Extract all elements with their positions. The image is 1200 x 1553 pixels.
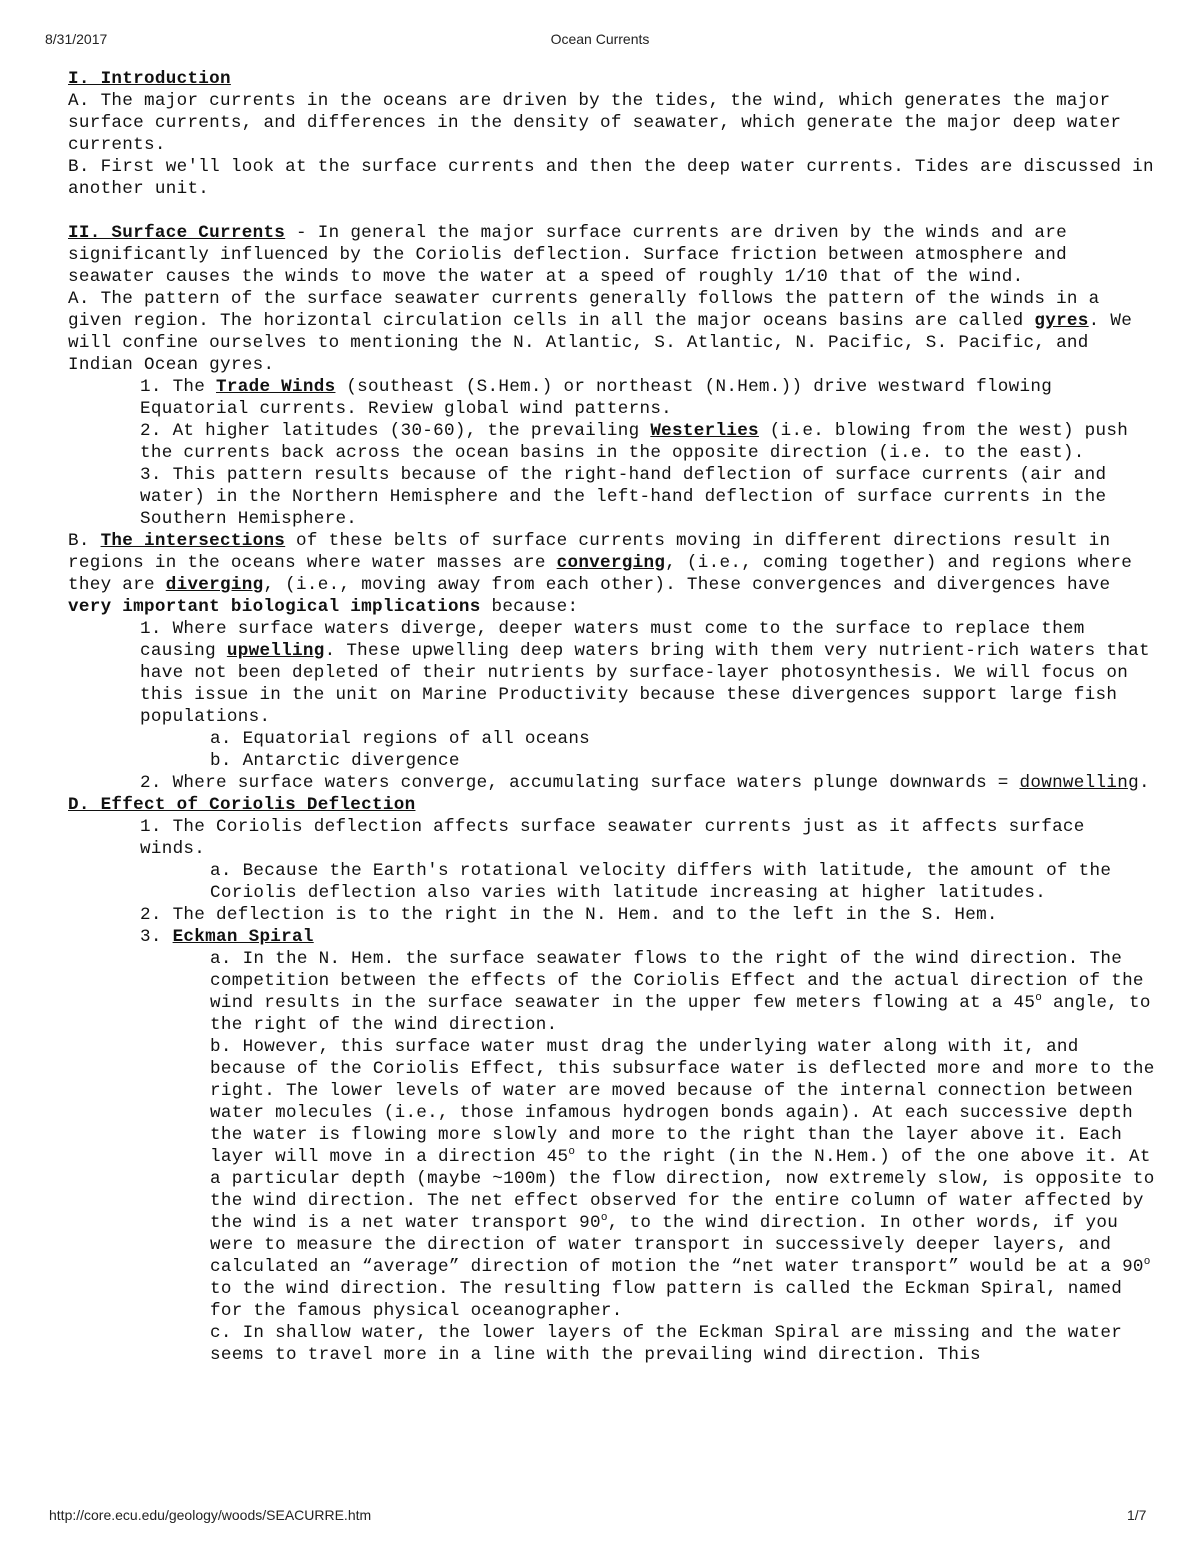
- term-upwelling: upwelling: [226, 641, 325, 661]
- degree-superscript: o: [600, 1212, 608, 1225]
- degree-superscript: o: [1035, 992, 1043, 1005]
- term-gyres: gyres: [1034, 311, 1089, 331]
- bold-phrase: very important biological implications: [68, 597, 481, 617]
- paragraph-text: a. In the N. Hem. the surface seawater flows to the right of the wind direction. The competition between the effects of the Coriolis Effect and the actual direction of the wind results in the surface seawater in the upper few meters flowing at a 45: [210, 949, 1144, 1013]
- paragraph-text: , (i.e., coming together) and regions where they are: [68, 553, 1133, 595]
- list-item-coriolis-1: 1. The Coriolis deflection affects surface seawater currents just as it affects surface winds.: [140, 817, 1085, 859]
- document-body: [68, 68, 1158, 1366]
- page-number: 1/7: [1127, 1507, 1147, 1523]
- term-converging: converging: [556, 553, 666, 573]
- term-downwelling: downwelling: [1019, 773, 1139, 793]
- term-eckman-spiral: Eckman Spiral: [172, 927, 314, 947]
- paragraph-text: because:: [480, 597, 579, 617]
- term-intersections: The intersections: [100, 531, 286, 551]
- paragraph-text: , (i.e., moving away from each other). These convergences and divergences have: [263, 575, 1111, 595]
- paragraph-text: 2. At higher latitudes (30-60), the prevailing: [140, 421, 651, 441]
- degree-superscript: o: [568, 1146, 576, 1159]
- list-item-coriolis-2: 2. The deflection is to the right in the N. Hem. and to the left in the S. Hem.: [140, 905, 998, 925]
- list-item-antarctic: b. Antarctic divergence: [210, 751, 460, 771]
- list-item-trade-winds: [68, 376, 1158, 420]
- paragraph-surface-currents: [68, 222, 1158, 288]
- term-diverging: diverging: [165, 575, 264, 595]
- list-item-westerlies: [68, 420, 1158, 464]
- paragraph-surface-a: [68, 288, 1158, 376]
- list-item-eckman-b: [68, 1036, 1158, 1322]
- list-item-upwelling: [68, 618, 1158, 728]
- print-date: 8/31/2017: [45, 31, 108, 47]
- paragraph-surface-b: [68, 530, 1158, 618]
- paragraph-text: to the right (in the N.Hem.) of the one above it. At a particular depth (maybe ~100m) the flow direction, now extremely slow, is opposite to the wind direction. The net effect observed for the entire column of water affected by the wind is a net water transport 90: [210, 1147, 1155, 1233]
- section-heading-coriolis: D. Effect of Coriolis Deflection: [68, 795, 416, 815]
- spacer: [68, 200, 1158, 222]
- list-item-eckman-c: c. In shallow water, the lower layers of the Eckman Spiral are missing and the water seems to travel more in a line with the prevailing wind direction. This: [210, 1323, 1123, 1365]
- paragraph-text: . These upwelling deep waters bring with them very nutrient-rich waters that have not been depleted of their nutrients by surface-layer photosynthesis. We will focus on this issue in the unit on Marine Productivity because these divergences support large fish populations.: [140, 641, 1150, 727]
- paragraph-text: 2. Where surface waters converge, accumulating surface waters plunge downwards =: [140, 773, 1020, 793]
- paragraph-text: - In general the major surface currents are driven by the winds and are significantly influenced by the Coriolis deflection. Surface friction between atmosphere and seawater causes the winds to move the water at a speed of roughly 1/10 that of the wind.: [68, 223, 1067, 287]
- paragraph-text: b. However, this surface water must drag the underlying water along with it, and because of the Coriolis Effect, this subsurface water is deflected more and more to the right. The lower levels of water are moved because of the internal connection between water molecules (i.e., those infamous hydrogen bonds again). At each successive depth the water is flowing more slowly and more to the right than the layer above it. Each layer will move in a direction 45: [210, 1037, 1155, 1167]
- degree-superscript: o: [1143, 1256, 1151, 1269]
- paragraph-text: B.: [68, 531, 101, 551]
- section-heading-surface-currents: II. Surface Currents: [68, 223, 286, 243]
- paragraph-text: , to the wind direction. In other words, if you were to measure the direction of water transport in successively deeper layers, and calculated an “average” direction of motion the “net water transport” would be at a 90: [210, 1213, 1144, 1277]
- paragraph-text: (southeast (S.Hem.) or northeast (N.Hem.)) drive westward flowing Equatorial currents. Review global wind patterns.: [140, 377, 1053, 419]
- term-trade-winds: Trade Winds: [216, 377, 336, 397]
- print-url: http://core.ecu.edu/geology/woods/SEACURRE.htm: [49, 1507, 372, 1523]
- paragraph-intro-a: A. The major currents in the oceans are driven by the tides, the wind, which generates the major surface currents, and differences in the density of seawater, which generate the major deep water currents.: [68, 91, 1122, 155]
- list-item-equatorial: a. Equatorial regions of all oceans: [210, 729, 591, 749]
- paragraph-text: 3.: [140, 927, 173, 947]
- paragraph-intro-b: B. First we'll look at the surface currents and then the deep water currents. Tides are discussed in another unit.: [68, 157, 1154, 199]
- paragraph-text: .: [1138, 773, 1150, 793]
- paragraph-text: 1. Where surface waters diverge, deeper waters must come to the surface to replace them causing: [140, 619, 1085, 661]
- list-item-eckman-spiral: [68, 926, 1158, 948]
- paragraph-text: of these belts of surface currents moving in different directions result in regions in the oceans where water masses are: [68, 531, 1111, 573]
- paragraph-text: . We will confine ourselves to mentioning the N. Atlantic, S. Atlantic, N. Pacific, S. Pacific, and Indian Ocean gyres.: [68, 311, 1133, 375]
- print-title: Ocean Currents: [550, 31, 650, 47]
- section-heading-introduction: I. Introduction: [68, 69, 231, 89]
- paragraph-text: (i.e. blowing from the west) push the currents back across the ocean basins in the opposite direction (i.e. to the east).: [140, 421, 1129, 463]
- list-item-pattern: 3. This pattern results because of the right-hand deflection of surface currents (air and water) in the Northern Hemisphere and the left-hand deflection of surface currents in the Southern Hemisphere.: [140, 465, 1107, 529]
- paragraph-text: to the wind direction. The resulting flow pattern is called the Eckman Spiral, named for the famous physical oceanographer.: [210, 1279, 1123, 1321]
- list-item-coriolis-1a: a. Because the Earth's rotational velocity differs with latitude, the amount of the Coriolis deflection also varies with latitude increasing at higher latitudes.: [210, 861, 1112, 903]
- term-westerlies: Westerlies: [650, 421, 759, 441]
- list-item-eckman-a: [68, 948, 1158, 1036]
- paragraph-text: A. The pattern of the surface seawater currents generally follows the pattern of the winds in a given region. The horizontal circulation cells in all the major oceans basins are called: [68, 289, 1100, 331]
- list-item-downwelling: [68, 772, 1158, 794]
- paragraph-text: angle, to the right of the wind direction.: [210, 993, 1151, 1035]
- paragraph-text: 1. The: [140, 377, 217, 397]
